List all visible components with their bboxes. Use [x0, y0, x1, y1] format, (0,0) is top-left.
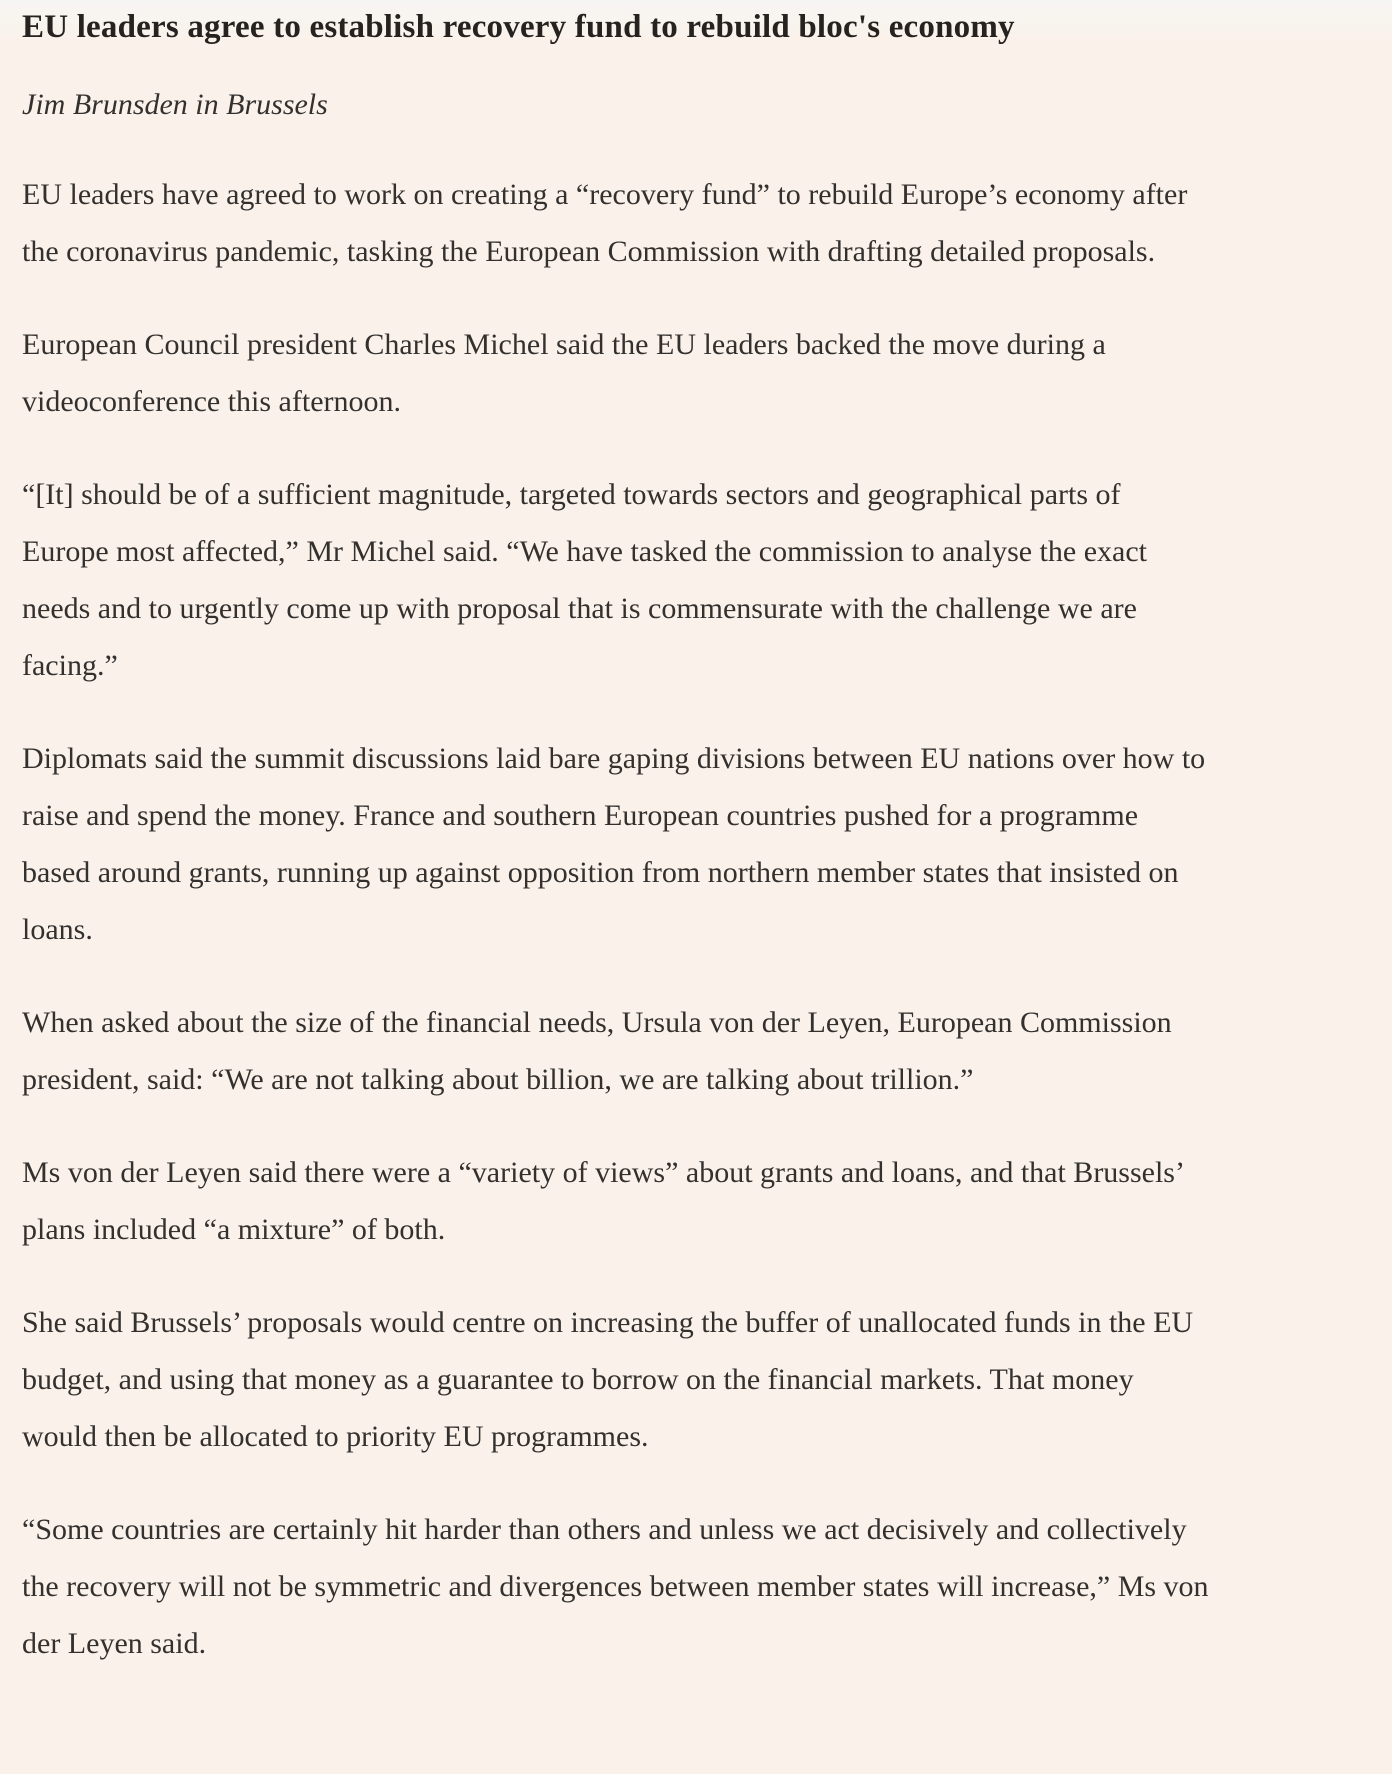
- article-paragraph: “[It] should be of a sufficient magnitude, targeted towards sectors and geographical parts of Europe most affected,” Mr Michel said. “We have tasked the commission to analyse the exact needs and to urgently come up with proposal that is commensurate with the challenge we are facing.”: [22, 477, 1147, 682]
- article-paragraph: When asked about the size of the financial needs, Ursula von der Leyen, European Commission president, said: “We are not talking about billion, we are talking about trillion.”: [22, 1005, 1172, 1096]
- article-paragraph: Diplomats said the summit discussions laid bare gaping divisions between EU nations over how to raise and spend the money. France and southern European countries pushed for a programme based around grants, running up against opposition from northern member states that insisted on loans.: [22, 741, 1206, 946]
- article-body: [22, 166, 1210, 1672]
- article-paragraph: Ms von der Leyen said there were a “variety of views” about grants and loans, and that Brussels’ plans included “a mixture” of both.: [22, 1155, 1183, 1246]
- article-paragraph: “Some countries are certainly hit harder than others and unless we act decisively and collectively the recovery will not be symmetric and divergences between member states will increase,” Ms von der Leyen said.: [22, 1512, 1209, 1660]
- article-byline: Jim Brunsden in Brussels: [22, 87, 328, 121]
- article-paragraph: European Council president Charles Michel said the EU leaders backed the move during a videoconference this afternoon.: [22, 327, 1106, 418]
- article-headline: EU leaders agree to establish recovery fund to rebuild bloc's economy: [22, 9, 1015, 45]
- article-paragraph: She said Brussels’ proposals would centre on increasing the buffer of unallocated funds in the EU budget, and using that money as a guarantee to borrow on the financial markets. That money would then be allocated to priority EU programmes.: [22, 1305, 1194, 1453]
- article-paragraph: EU leaders have agreed to work on creating a “recovery fund” to rebuild Europe’s economy after the coronavirus pandemic, tasking the European Commission with drafting detailed proposals.: [22, 177, 1188, 268]
